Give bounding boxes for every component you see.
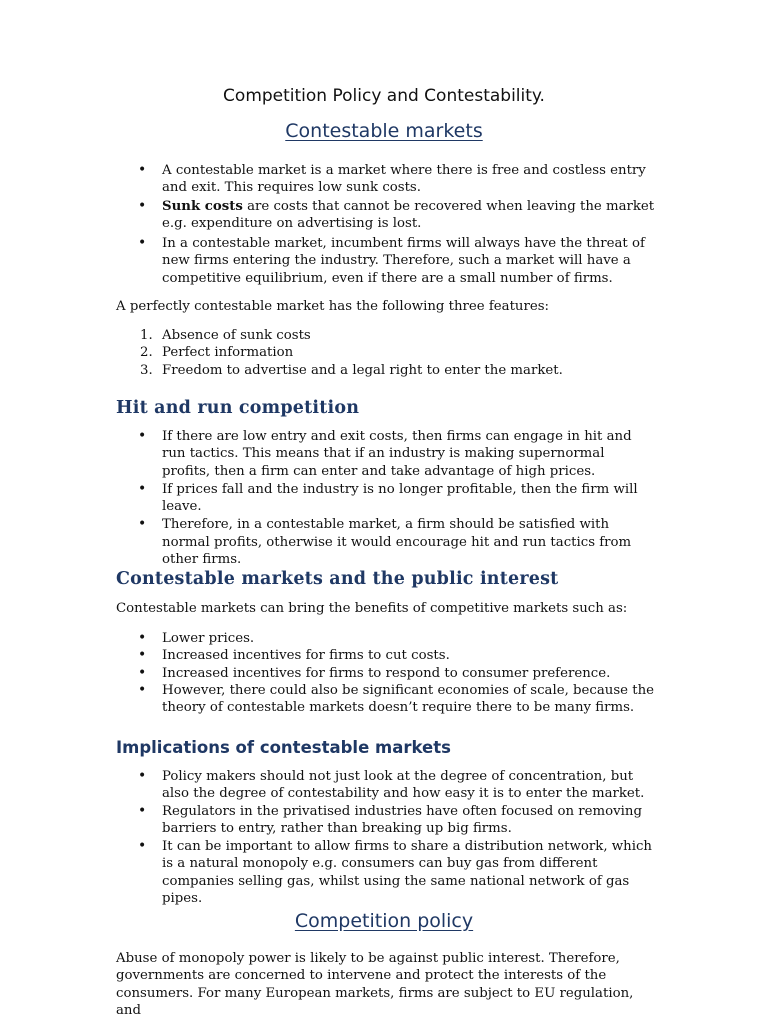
list-item: 2. Perfect information bbox=[140, 345, 294, 361]
list-item: • If there are low entry and exit costs, then firms can engage in hit and run tactics. This means that if an industry is making supernormal profits, then a firm can enter and take advantage of high prices. bbox=[116, 428, 656, 480]
heading-implications: Implications of contestable markets bbox=[116, 738, 451, 757]
list-item: • Therefore, in a contestable market, a firm should be satisfied with normal profits, otherwise it would encourage hit and run tactics from other firms. bbox=[116, 516, 656, 568]
sunk-costs-term: Sunk costs bbox=[162, 198, 243, 214]
implications-bullets bbox=[116, 768, 656, 907]
public-interest-bullets bbox=[116, 630, 656, 716]
features-intro: A perfectly contestable market has the following three features: bbox=[116, 299, 550, 314]
list-item: • Increased incentives for firms to respond to consumer preference. bbox=[116, 665, 656, 682]
list-item: 1. Absence of sunk costs bbox=[140, 328, 311, 343]
heading-competition-policy: Competition policy bbox=[294, 910, 474, 932]
heading-hit-and-run: Hit and run competition bbox=[116, 398, 360, 418]
features-list bbox=[116, 327, 656, 379]
list-item: • Sunk costs are costs that cannot be recovered when leaving the market e.g. expenditure on advertising is lost. bbox=[116, 198, 656, 233]
heading-contestable-markets: Contestable markets bbox=[285, 120, 483, 142]
hit-run-bullets bbox=[116, 428, 656, 568]
list-item: • A contestable market is a market where there is free and costless entry and exit. This requires low sunk costs. bbox=[116, 162, 656, 197]
list-item: 3. Freedom to advertise and a legal right to enter the market. bbox=[140, 362, 563, 378]
list-item: • Lower prices. bbox=[116, 630, 656, 647]
list-item: • It can be important to allow firms to share a distribution network, which is a natural monopoly e.g. consumers can buy gas from different companies selling gas, whilst using the same national network of gas pipes. bbox=[116, 838, 656, 907]
list-item: • Increased incentives for firms to cut costs. bbox=[116, 647, 656, 664]
competition-policy-paragraph: Abuse of monopoly power is likely to be against public interest. Therefore, governments are concerned to intervene and protect the interests of the consumers. For many European markets, firms are subject to EU regulation, and bbox=[116, 951, 634, 1018]
list-item: • If prices fall and the industry is no longer profitable, then the firm will leave. bbox=[116, 481, 656, 516]
list-item: • Regulators in the privatised industries have often focused on removing barriers to entry, rather than breaking up big firms. bbox=[116, 803, 656, 838]
list-item: • However, there could also be significant economies of scale, because the theory of contestable markets doesn’t require there to be many firms. bbox=[116, 682, 656, 717]
contestable-bullets bbox=[116, 162, 656, 287]
document-title: Competition Policy and Contestability. bbox=[223, 86, 545, 106]
public-interest-intro: Contestable markets can bring the benefits of competitive markets such as: bbox=[116, 601, 628, 616]
heading-public-interest: Contestable markets and the public interest bbox=[116, 569, 559, 589]
list-item: • Policy makers should not just look at the degree of concentration, but also the degree of contestability and how easy it is to enter the market. bbox=[116, 768, 656, 803]
list-item: • In a contestable market, incumbent firms will always have the threat of new firms entering the industry. Therefore, such a market will have a competitive equilibrium, even if there are a small number of firms. bbox=[116, 235, 656, 287]
